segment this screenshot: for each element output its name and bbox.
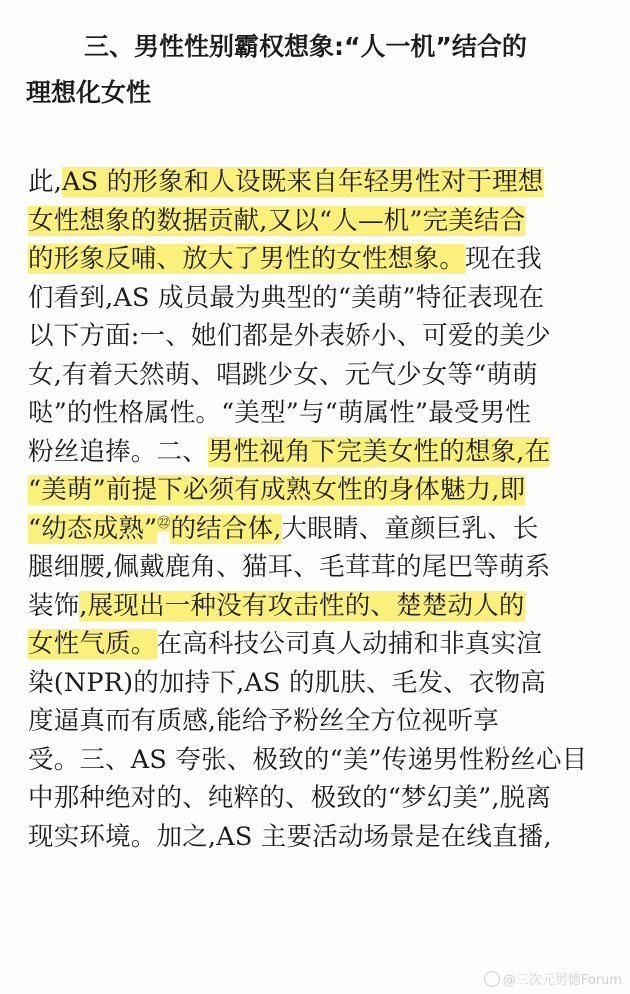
text-segment: 大眼睛、童颜巨乳、长 bbox=[281, 513, 539, 544]
text-segment: 受。三、AS 夸张、极致的“美”传递男性粉丝心目 bbox=[28, 744, 588, 775]
highlighted-text: 女性想象的数据贡献,又以“人—机”完美结合 bbox=[28, 205, 526, 236]
text-line bbox=[28, 356, 608, 395]
text-line bbox=[28, 510, 608, 549]
highlighted-text: 的形象反哺、放大了男性的女性想象。 bbox=[28, 244, 465, 274]
watermark-text: @三次元男德Forum bbox=[502, 973, 622, 988]
section-heading-line-1: 三、男性性别霸权想象:“人一机”结合的 bbox=[84, 32, 527, 61]
highlighted-text: AS 的形象和人设既来自年轻男性对于理想 bbox=[62, 167, 544, 197]
text-line bbox=[28, 818, 608, 857]
body-paragraph bbox=[28, 163, 608, 856]
text-line bbox=[28, 317, 608, 356]
text-segment: 腿细腰,佩戴鹿角、猫耳、毛茸茸的尾巴等萌系 bbox=[28, 552, 551, 582]
section-heading-line-2: 理想化女性 bbox=[26, 78, 152, 107]
text-line bbox=[28, 664, 608, 703]
text-segment: 装饰 bbox=[28, 590, 80, 621]
text-line bbox=[28, 394, 608, 433]
text-line bbox=[28, 433, 608, 472]
text-segment: 此, bbox=[28, 167, 63, 197]
text-segment: 们看到,AS 成员最为典型的“美萌”特征表现在 bbox=[28, 282, 545, 313]
text-line bbox=[28, 202, 608, 241]
text-line bbox=[28, 471, 608, 510]
weibo-icon bbox=[484, 971, 500, 987]
text-line bbox=[28, 702, 608, 741]
text-line bbox=[28, 741, 608, 780]
text-segment: 现在我 bbox=[464, 244, 543, 274]
text-line bbox=[28, 587, 608, 626]
footnote-marker: ㉒ bbox=[157, 515, 171, 531]
highlighted-text: ,展现出一种没有攻击性的、楚楚动人的 bbox=[79, 590, 525, 621]
highlighted-text: 的结合体, bbox=[170, 513, 282, 544]
text-segment: 粉丝追捧。二、 bbox=[28, 436, 208, 467]
text-segment: 染(NPR)的加持下,AS 的肌肤、毛发、衣物高 bbox=[28, 667, 546, 698]
section-heading bbox=[26, 24, 616, 116]
text-line bbox=[28, 548, 608, 587]
highlighted-text: “幼态成熟” bbox=[28, 513, 158, 544]
highlighted-text: “美萌”前提下必须有成熟女性的身体魅力,即 bbox=[28, 475, 526, 505]
text-line bbox=[28, 779, 608, 818]
text-segment: 女,有着天然萌、唱跳少女、元气少女等“萌萌 bbox=[28, 359, 538, 390]
highlighted-text: 女性气质。 bbox=[28, 629, 157, 659]
text-segment: 以下方面:一、她们都是外表娇小、可爱的美少 bbox=[28, 321, 551, 351]
text-segment: 现实环境。加之,AS 主要活动场景是在线直播, bbox=[28, 821, 552, 852]
watermark bbox=[484, 969, 622, 988]
text-line bbox=[28, 625, 608, 664]
text-line bbox=[28, 279, 608, 318]
text-line bbox=[28, 163, 608, 202]
highlighted-text: 男性视角下完美女性的想象,在 bbox=[207, 436, 551, 467]
text-line bbox=[28, 240, 608, 279]
text-segment: 哒”的性格属性。“美型”与“萌属性”最受男性 bbox=[28, 398, 532, 428]
text-segment: 度逼真而有质感,能给予粉丝全方位视听享 bbox=[28, 706, 499, 736]
text-segment: 中那种绝对的、纯粹的、极致的“梦幻美”,脱离 bbox=[28, 783, 552, 813]
text-segment: 在高科技公司真人动捕和非真实渲 bbox=[156, 629, 543, 659]
